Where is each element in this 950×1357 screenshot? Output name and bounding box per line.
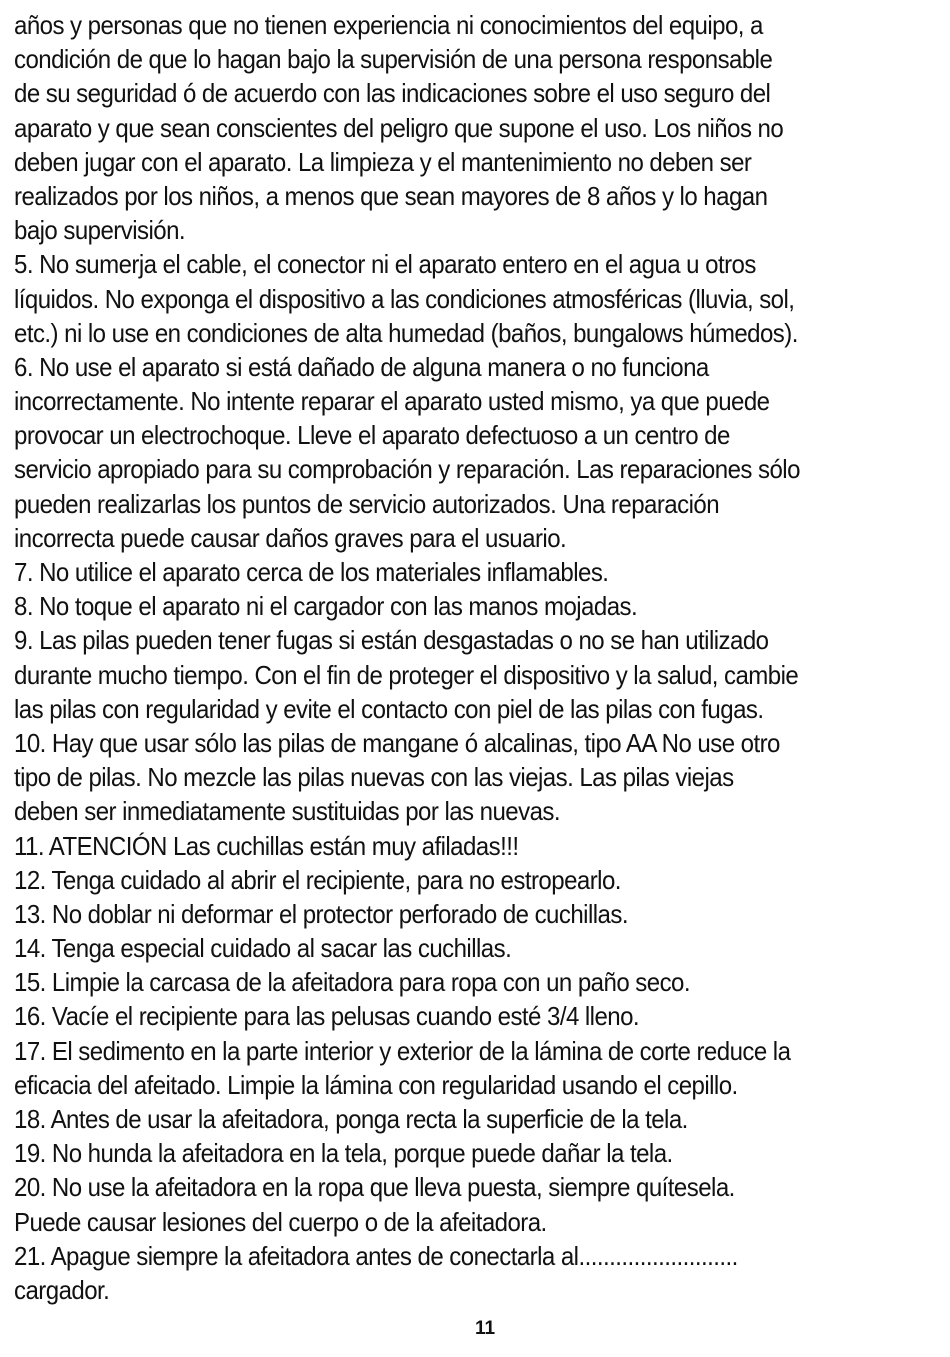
- text-line: 12. Tenga cuidado al abrir el recipiente, para no estropearlo.: [14, 864, 621, 895]
- text-line: 7. No utilice el aparato cerca de los materiales inflamables.: [14, 557, 609, 587]
- text-line: etc.) ni lo use en condiciones de alta humedad (baños, bungalows húmedos).: [14, 317, 798, 348]
- text-line: deben ser inmediatamente sustituidas por las nuevas.: [14, 796, 561, 827]
- text-line: deben jugar con el aparato. La limpieza y el mantenimiento no deben ser: [14, 146, 752, 177]
- text-line: 20. No use la afeitadora en la ropa que lleva puesta, siempre quítesela.: [14, 1172, 735, 1203]
- text-line: Puede causar lesiones del cuerpo o de la afeitadora.: [14, 1206, 547, 1237]
- text-line: las pilas con regularidad y evite el contacto con piel de las pilas con fugas.: [14, 693, 764, 724]
- text-line: 13. No doblar ni deformar el protector perforado de cuchillas.: [14, 898, 628, 929]
- text-line: cargador.: [14, 1274, 110, 1305]
- text-line: eficacia del afeitado. Limpie la lámina con regularidad usando el cepillo.: [14, 1069, 738, 1100]
- text-line: 21. Apague siempre la afeitadora antes de conectarla al..........................: [14, 1240, 738, 1271]
- text-line: condición de que lo hagan bajo la supervisión de una persona responsable: [14, 44, 773, 75]
- text-line: 8. No toque el aparato ni el cargador con las manos mojadas.: [14, 591, 638, 622]
- text-line: líquidos. No exponga el dispositivo a las condiciones atmosféricas (lluvia, sol,: [14, 283, 795, 314]
- text-line: bajo supervisión.: [14, 215, 186, 246]
- text-line: 10. Hay que usar sólo las pilas de mangane ó alcalinas, tipo AA No use otro: [14, 727, 780, 758]
- page-number: 11: [474, 1318, 496, 1339]
- text-line: de su seguridad ó de acuerdo con las indicaciones sobre el uso seguro del: [14, 78, 771, 109]
- text-line: pueden realizarlas los puntos de servicio autorizados. Una reparación: [14, 488, 720, 519]
- text-line: incorrectamente. No intente reparar el aparato usted mismo, ya que puede: [14, 386, 770, 417]
- text-line: 6. No use el aparato si está dañado de alguna manera o no funciona: [14, 351, 709, 382]
- document-body: [14, 8, 936, 1307]
- text-line: aparato y que sean conscientes del peligro que supone el uso. Los niños no: [14, 112, 784, 143]
- text-line: 15. Limpie la carcasa de la afeitadora para ropa con un paño seco.: [14, 967, 690, 998]
- text-line: 14. Tenga especial cuidado al sacar las cuchillas.: [14, 933, 512, 964]
- text-line: 16. Vacíe el recipiente para las pelusas cuando esté 3/4 lleno.: [14, 1001, 640, 1032]
- text-line: durante mucho tiempo. Con el fin de proteger el dispositivo y la salud, cambie: [14, 659, 799, 690]
- text-line: 5. No sumerja el cable, el conector ni el aparato entero en el agua u otros: [14, 249, 756, 280]
- text-line: 19. No hunda la afeitadora en la tela, porque puede dañar la tela.: [14, 1138, 673, 1169]
- text-line: 17. El sedimento en la parte interior y exterior de la lámina de corte reduce la: [14, 1035, 791, 1066]
- text-line: 9. Las pilas pueden tener fugas si están desgastadas o no se han utilizado: [14, 625, 769, 656]
- text-line: 18. Antes de usar la afeitadora, ponga recta la superficie de la tela.: [14, 1104, 688, 1134]
- text-line: servicio apropiado para su comprobación y reparación. Las reparaciones sólo: [14, 454, 800, 485]
- text-line: tipo de pilas. No mezcle las pilas nuevas con las viejas. Las pilas viejas: [14, 762, 734, 793]
- text-line: provocar un electrochoque. Lleve el aparato defectuoso a un centro de: [14, 420, 730, 451]
- text-line: realizados por los niños, a menos que sean mayores de 8 años y lo hagan: [14, 180, 768, 211]
- text-line: años y personas que no tienen experiencia ni conocimientos del equipo, a: [14, 10, 763, 40]
- text-line: incorrecta puede causar daños graves para el usuario.: [14, 522, 567, 553]
- text-line: 11. ATENCIÓN Las cuchillas están muy afiladas!!!: [14, 830, 519, 861]
